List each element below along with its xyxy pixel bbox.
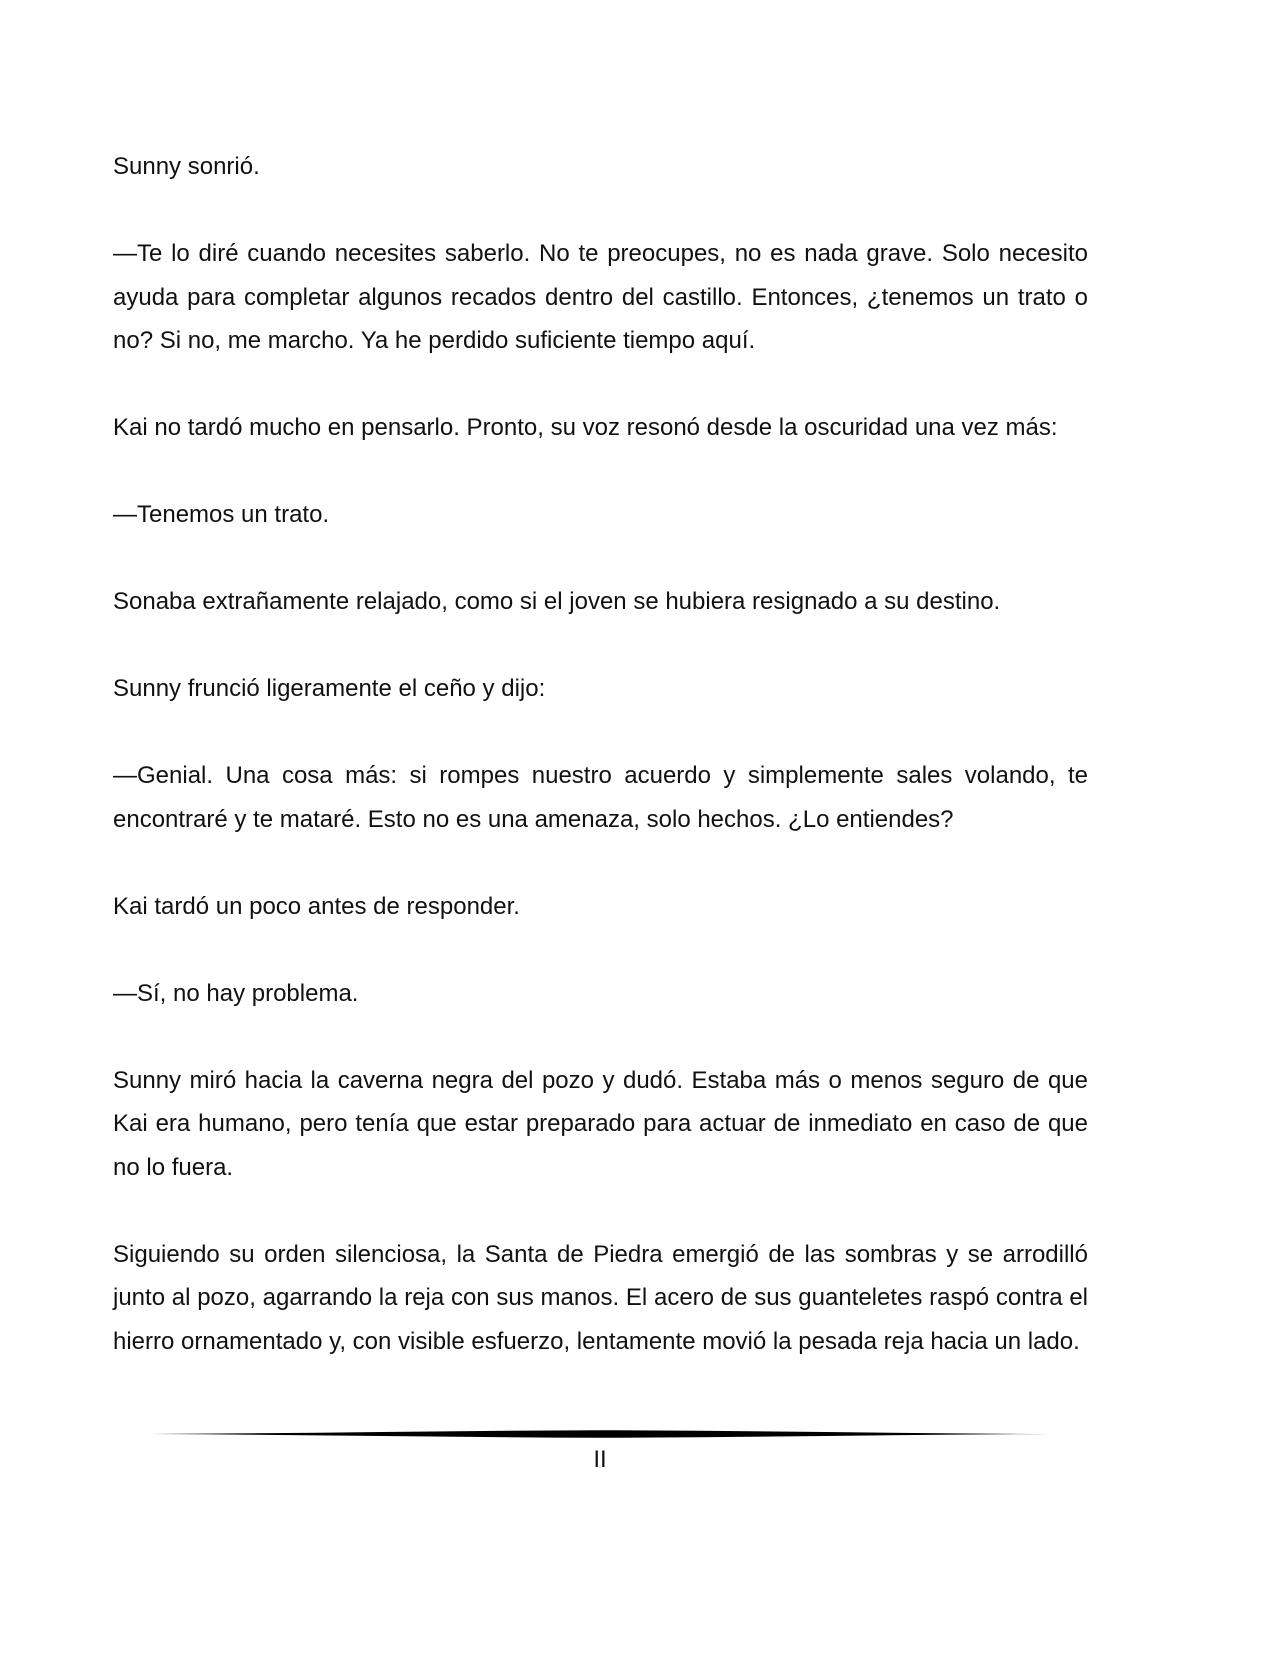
page-body [113,145,1088,1407]
paragraph-11: Siguiendo su orden silenciosa, la Santa de Piedra emergió de las sombras y se arrodilló junto al pozo, agarrando la reja con sus manos. El acero de sus guanteletes raspó contra el hierro ornamentado y, con visible esfuerzo, lentamente movió la pesada reja hacia un lado. [113,1240,1088,1355]
paragraph-2: —Te lo diré cuando necesites saberlo. No te preocupes, no es nada grave. Solo necesito ayuda para completar algunos recados dentro del castillo. Entonces, ¿tenemos un trato o no? Si no, me marcho. Ya he perdido suficiente tiempo aquí. [113,240,1088,354]
paragraph-4: —Tenemos un trato. [113,501,330,528]
paragraph-6: Sunny frunció ligeramente el ceño y dijo: [113,675,546,702]
ornamental-divider [150,1428,1050,1440]
paragraph-8: Kai tardó un poco antes de responder. [113,892,520,920]
divider-swell [150,1430,1050,1438]
paragraph-5: Sonaba extrañamente relajado, como si el joven se hubiera resignado a su destino. [113,588,1001,615]
page-number: II [593,1446,607,1473]
paragraph-7: —Genial. Una cosa más: si rompes nuestro acuerdo y simplemente sales volando, te encontraré y te mataré. Esto no es una amenaza, solo hechos. ¿Lo entiendes? [113,762,1088,833]
paragraph-3: Kai no tardó mucho en pensarlo. Pronto, su voz resonó desde la oscuridad una vez más: [113,414,1058,441]
paragraph-10: Sunny miró hacia la caverna negra del pozo y dudó. Estaba más o menos seguro de que Kai era humano, pero tenía que estar preparado para actuar de inmediato en caso de que no lo fuera. [113,1066,1088,1181]
paragraph-9: —Sí, no hay problema. [113,979,359,1007]
paragraph-1: Sunny sonrió. [113,153,260,180]
